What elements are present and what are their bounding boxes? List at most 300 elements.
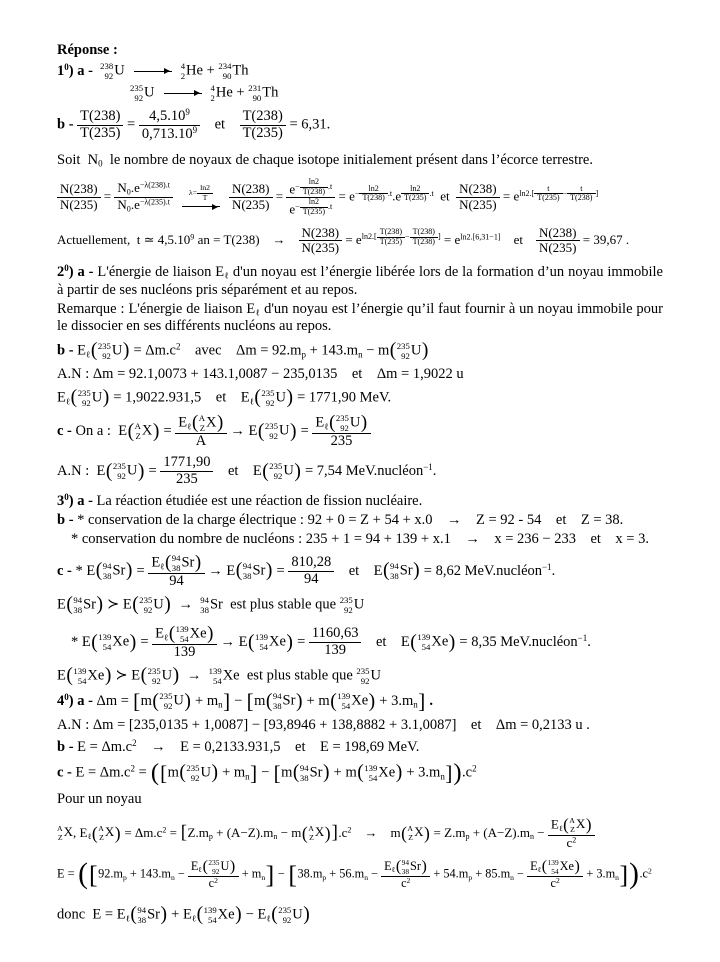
- big-delimiter: ): [96, 594, 103, 616]
- denominator: T(235): [537, 193, 560, 203]
- doc-line: b - * conservation de la charge électrique : 92 + 0 = Z + 54 + x.0 → Z = 92 - 54 et Z = 38.: [57, 511, 624, 528]
- fraction: [377, 228, 405, 247]
- numerator: T(238): [240, 109, 286, 126]
- doc-line: b - $\frac{T(238)}{T(235)}$ = $\frac{4,5.10^9}{0,713.10^9}$ et $\frac{T(238)}{T(235)}$ = 6,31.: [57, 107, 331, 142]
- subscript: ℓ: [537, 865, 542, 875]
- nuclide: [135, 421, 153, 441]
- big-delimiter: (: [292, 762, 300, 784]
- element-symbol: Xe: [378, 764, 396, 781]
- atomic-number: 92: [401, 350, 410, 361]
- mass-number: 238: [100, 61, 114, 71]
- subscript: n: [510, 873, 514, 883]
- nuclide-prescripts: [100, 61, 113, 81]
- subscript: n: [170, 873, 175, 883]
- mass-number: 235: [356, 665, 370, 676]
- nuclide: [159, 691, 184, 711]
- subscript: ℓ: [558, 823, 563, 833]
- nuclide: [402, 859, 421, 876]
- nuclide-prescripts: [159, 691, 172, 711]
- denominator: A: [195, 432, 207, 449]
- mass-number: 235: [112, 461, 126, 472]
- subscript: n: [245, 771, 250, 782]
- nuclide-prescripts: [200, 595, 209, 615]
- big-delimiter: (: [168, 622, 176, 644]
- nuclide-prescripts: [199, 413, 205, 433]
- nuclide-prescripts: [78, 388, 91, 408]
- denominator: N(235): [231, 196, 270, 212]
- doc-line: 235 92 U 4 2 He + 231 90 Th: [130, 83, 279, 103]
- nuclide: [340, 595, 365, 615]
- nuclide: [98, 632, 129, 652]
- numerator: $E_\ell$( 94 38 Sr): [148, 553, 204, 574]
- element-symbol: Sr: [209, 596, 223, 613]
- mass-number: A: [569, 815, 575, 825]
- nuclide: [390, 561, 413, 581]
- big-delimiter: (: [410, 631, 417, 653]
- big-delimiter: (: [202, 858, 208, 876]
- element-symbol: Sr: [399, 562, 413, 579]
- big-delimiter: (: [66, 665, 73, 687]
- big-delimiter: ): [289, 420, 297, 442]
- fraction: [527, 859, 583, 891]
- atomic-number: 38: [171, 562, 181, 573]
- subscript: 0: [126, 204, 131, 214]
- nuclide-prescripts: [103, 561, 112, 581]
- big-delimiter: (: [127, 420, 135, 442]
- nuclide: [337, 691, 368, 711]
- element-symbol: Sr: [181, 554, 195, 571]
- superscript: ln2.[ t T(235) − t T(238) ]: [519, 183, 599, 203]
- numerator: 4,5.10$^9$: [139, 108, 200, 126]
- big-delimiter: (: [257, 420, 265, 442]
- subscript: ℓ: [86, 349, 91, 360]
- subscript: ℓ: [125, 913, 130, 924]
- big-delimiter: (: [271, 904, 278, 926]
- atomic-number: 90: [252, 93, 262, 103]
- nuclide-prescripts: [278, 905, 291, 925]
- big-delimiter: ): [114, 822, 121, 843]
- nuclide: [78, 388, 103, 408]
- nuclide-prescripts: [300, 763, 309, 783]
- nuclide-prescripts: [208, 859, 219, 876]
- denominator: T(235): [80, 124, 121, 141]
- element-symbol: X: [141, 422, 153, 439]
- numerator: $e^{- \frac{\ln 2}{T(238)} .t}$: [286, 178, 335, 198]
- denominator: N(235): [60, 196, 98, 212]
- big-delimiter: (: [196, 904, 204, 926]
- arrow-label: λ= $\frac{\ln 2}{T}$: [189, 184, 213, 202]
- long-right-arrow-icon: [164, 93, 202, 94]
- doc-line: $E_\ell$( 235 92 U) = 1,9022.931,5 et $E_\ell$( 235 92 U) = 1771,90 MeV.: [57, 387, 392, 409]
- superscript: 9: [192, 124, 198, 135]
- big-delimiter: (: [265, 690, 273, 712]
- big-delimiter: [: [288, 860, 297, 890]
- atomic-number: 92: [273, 471, 283, 482]
- fraction: [359, 185, 387, 204]
- element-symbol: Xe: [559, 858, 574, 873]
- atomic-number: 38: [102, 570, 112, 581]
- nuclide: [57, 824, 73, 843]
- atomic-number: 92: [344, 604, 353, 615]
- nuclide-prescripts: [402, 859, 409, 876]
- big-delimiter: ): [207, 622, 214, 644]
- mass-number: 235: [335, 412, 349, 423]
- fraction: [299, 226, 343, 256]
- mass-number: A: [308, 824, 314, 834]
- nuclide: [356, 666, 381, 686]
- denominator: T(235): [379, 236, 403, 246]
- nuclide: [211, 83, 233, 103]
- atomic-number: 54: [368, 772, 378, 783]
- superscript: 2: [572, 835, 577, 845]
- fraction: [300, 198, 328, 217]
- mass-number: 94: [390, 560, 399, 571]
- element-symbol: X: [414, 824, 424, 840]
- doc-line: [57, 42, 720, 59]
- element-symbol: Xe: [431, 633, 449, 650]
- big-delimiter: ]: [619, 860, 629, 890]
- numerator: $N_0.e^{-\lambda(238).t}$: [114, 181, 173, 197]
- denominator: 0,713.10$^9$: [141, 124, 198, 142]
- atomic-number: 54: [259, 641, 268, 652]
- mass-number: 139: [98, 631, 112, 642]
- element-symbol: U: [153, 596, 164, 613]
- big-delimiter: (: [254, 387, 261, 409]
- atomic-number: 92: [102, 350, 111, 361]
- subscript: ℓ: [187, 421, 192, 432]
- atomic-number: 38: [401, 866, 410, 876]
- superscript: 2: [347, 824, 352, 834]
- fraction: [300, 178, 328, 197]
- big-delimiter: [: [246, 688, 254, 713]
- nuclide: [255, 632, 286, 652]
- mass-number: 235: [264, 421, 278, 432]
- big-delimiter: (: [401, 822, 407, 843]
- doc-line: $\frac{N(238)}{N(235)}$ = $\frac{N_0.e^{-\lambda(238).t}}{N_0.e^{-\lambda(235).t}}$ λ= $\frac{\ln 2}{T}$ $\frac{N(238)}{N(235)}$ = $e^{- \frac{\ln 2}{T(238)} .t}$ $e^{- \frac{\ln 2}{T(235)} .t}$ = $e^{- \frac{\ln 2}{T(238)} .t}.e$ $^{\frac{\ln 2}{T(235)} .t}$ et $\frac{N(238)}{N(235)}$ = $e^{ln2.[ \frac{t}{T(235)} - \frac{t}{T(238)} ]}$: [57, 178, 720, 217]
- numerator: 1771,90: [160, 455, 213, 472]
- numerator: t: [567, 185, 595, 195]
- mass-number: 94: [102, 560, 112, 571]
- fraction: [567, 185, 595, 204]
- doc-line: donc $E = E_\ell$( 94 38 $Sr) + E_\ell$( 139 54 $Xe) - E_\ell$( 235 92 U): [57, 904, 310, 926]
- subscript: ℓ: [164, 632, 169, 643]
- element-symbol: U: [370, 667, 381, 684]
- mass-number: 235: [130, 83, 144, 93]
- denominator: T(235): [404, 193, 427, 203]
- nuclide-prescripts: [364, 763, 377, 783]
- big-delimiter: ): [152, 420, 160, 442]
- nuclide-prescripts: [98, 341, 111, 361]
- fraction: [548, 814, 595, 851]
- nuclide-prescripts: [269, 461, 282, 481]
- nuclide: [248, 83, 278, 103]
- big-delimiter: (: [191, 411, 199, 433]
- subscript: ℓ: [198, 865, 203, 875]
- numerator: ln2: [197, 184, 213, 194]
- big-delimiter: ): [585, 814, 592, 834]
- big-delimiter: [: [133, 688, 141, 713]
- bold-run: $3^0$) a -: [57, 491, 93, 509]
- nuclide: [73, 666, 104, 686]
- mass-number: 139: [175, 623, 189, 634]
- fraction: [240, 109, 286, 142]
- big-delimiter: ]: [445, 760, 453, 785]
- long-right-arrow-icon: [182, 206, 220, 207]
- atomic-number: 92: [163, 701, 173, 712]
- atomic-number: 38: [200, 604, 209, 615]
- nuclide-prescripts: [255, 632, 268, 652]
- big-delimiter: (: [301, 822, 308, 843]
- atomic-number: 38: [272, 701, 282, 712]
- nuclide: [200, 595, 223, 615]
- nuclide: [103, 561, 126, 581]
- labeled-arrow: [134, 68, 172, 75]
- element-symbol: Sr: [83, 596, 96, 613]
- atomic-number: Z: [199, 422, 206, 433]
- big-delimiter: ): [360, 411, 368, 433]
- fraction: [309, 626, 362, 659]
- atomic-number: 38: [390, 570, 399, 581]
- big-delimiter: (: [90, 340, 98, 362]
- big-delimiter: ): [421, 858, 427, 876]
- nuclide: [199, 413, 217, 433]
- bold-run: b -: [57, 511, 74, 528]
- element-symbol: Sr: [147, 906, 160, 923]
- big-delimiter: (: [262, 460, 269, 482]
- element-symbol: X: [575, 816, 586, 831]
- denominator: 235: [330, 432, 353, 449]
- numerator: T(238): [410, 228, 438, 238]
- superscript: ln2.[6,31−1]: [460, 231, 501, 241]
- atomic-number: 92: [212, 866, 220, 876]
- big-delimiter: (: [70, 387, 78, 409]
- mass-number: 94: [200, 594, 209, 605]
- element-symbol: U: [283, 462, 294, 479]
- doc-line: $4^0$) a - Δm = [m( 235 92 $U) + m_n] - [m$( 94 38 Sr) + m( 139 54 $Xe) + 3.m_n$] .: [57, 688, 434, 713]
- nuclide: [569, 817, 585, 835]
- mass-number: 235: [186, 762, 200, 773]
- mass-number: 139: [337, 691, 351, 702]
- mass-number: A: [57, 824, 63, 834]
- nuclide: [548, 859, 574, 876]
- denominator: N(235): [538, 239, 577, 255]
- element-symbol: U: [173, 692, 184, 709]
- mass-number: 139: [208, 665, 222, 676]
- denominator: 139: [173, 643, 196, 660]
- nuclide-prescripts: [390, 561, 399, 581]
- nuclide-prescripts: [181, 61, 185, 81]
- nuclide-prescripts: [135, 421, 141, 441]
- atomic-number: 38: [242, 570, 252, 581]
- mass-number: 235: [147, 665, 161, 676]
- fraction: [312, 413, 370, 450]
- numerator: $E_\ell$( 235 92 U): [188, 859, 239, 877]
- mass-number: 139: [364, 762, 378, 773]
- bold-run: c -: [57, 764, 72, 781]
- nuclide-prescripts: [308, 825, 314, 843]
- doc-line: A Z X, $E_\ell$( A Z $X) = \Delta m.c^2 = [Z.m_p + (A-Z).m_n - m$( A Z $X)].c^2$ → m( A Z $X) = Z.m_p + (A-Z).m_n$ − $E_\ell$( A Z X) $c^2$: [57, 817, 720, 851]
- subscript: ℓ: [324, 421, 329, 432]
- fraction: [456, 182, 500, 212]
- big-delimiter: ): [122, 340, 130, 362]
- superscript: −λ(235).t: [139, 197, 170, 207]
- atomic-number: Z: [57, 833, 63, 843]
- nuclide-prescripts: [73, 666, 86, 686]
- mass-number: 235: [339, 594, 353, 605]
- nuclide-prescripts: [265, 421, 278, 441]
- atomic-number: 92: [134, 93, 144, 103]
- element-symbol: U: [353, 596, 365, 613]
- big-delimiter: ): [294, 460, 301, 482]
- denominator: N(235): [301, 239, 340, 255]
- numerator: $E_\ell$( A Z X): [175, 413, 227, 434]
- big-delimiter: ): [160, 904, 168, 926]
- big-delimiter: ): [129, 631, 137, 653]
- denominator: $N_0.e^{-\lambda(235).t}$: [117, 196, 170, 214]
- big-delimiter: (: [150, 758, 160, 786]
- superscript: 2: [130, 763, 135, 774]
- bold-run: b -: [57, 342, 74, 359]
- element-symbol: Sr: [309, 764, 323, 781]
- big-delimiter: ): [421, 340, 429, 362]
- mass-number: 231: [248, 83, 262, 93]
- nuclide: [397, 341, 422, 361]
- big-delimiter: (: [247, 631, 255, 653]
- nuclide: [73, 595, 96, 615]
- big-delimiter: ): [323, 762, 330, 784]
- bold-run: c -: [57, 562, 72, 579]
- atomic-number: 2: [210, 93, 215, 103]
- big-delimiter: (: [78, 858, 88, 891]
- doc-line: $3^0$) a - La réaction étudiée est une réaction de fission nucléaire.: [57, 491, 423, 509]
- element-symbol: U: [161, 667, 173, 684]
- nuclide-prescripts: [336, 413, 349, 433]
- denominator: T(238): [412, 236, 435, 246]
- element-symbol: Sr: [410, 858, 421, 873]
- superscript: 2: [175, 341, 181, 352]
- nuclide: [113, 461, 138, 481]
- mass-number: A: [198, 412, 206, 423]
- element-symbol: U: [111, 342, 123, 359]
- nuclide: [176, 624, 207, 644]
- atomic-number: Z: [99, 833, 104, 843]
- denominator: $c^2$: [550, 876, 560, 891]
- nuclide: [336, 413, 361, 433]
- big-delimiter: (: [357, 762, 364, 784]
- fraction: [77, 109, 123, 142]
- mass-number: 235: [139, 594, 153, 605]
- nuclide-prescripts: [186, 763, 199, 783]
- numerator: $E_\ell$( 235 92 U): [312, 413, 370, 434]
- numerator: $E_\ell$( 139 54 Xe): [152, 624, 217, 645]
- big-delimiter: [: [180, 821, 188, 843]
- big-delimiter: (: [329, 411, 336, 433]
- nuclide-prescripts: [417, 632, 430, 652]
- big-delimiter: (: [152, 690, 159, 712]
- nuclide: [130, 83, 155, 103]
- superscript: 9: [185, 107, 190, 117]
- element-symbol: X: [104, 824, 115, 840]
- fraction: [152, 624, 217, 661]
- fraction: [534, 185, 562, 204]
- nuclide-prescripts: [248, 83, 261, 103]
- big-delimiter: ): [629, 858, 639, 891]
- fraction: [188, 859, 239, 891]
- subscript: n: [358, 349, 363, 360]
- subscript: ℓ: [255, 307, 261, 318]
- element-symbol: Th: [262, 84, 279, 101]
- big-delimiter: [: [88, 860, 98, 890]
- subscript: p: [468, 873, 473, 883]
- element-symbol: U: [144, 84, 155, 101]
- superscript: 2: [214, 876, 218, 886]
- big-delimiter: ): [125, 560, 133, 582]
- subscript: p: [322, 873, 327, 883]
- atomic-number: 92: [143, 604, 153, 615]
- mass-number: 94: [299, 762, 309, 773]
- denominator: T: [202, 192, 208, 202]
- atomic-number: 90: [222, 71, 232, 81]
- big-delimiter: ): [303, 904, 310, 926]
- nuclide: [98, 824, 114, 843]
- element-symbol: Sr: [282, 692, 296, 709]
- big-delimiter: ): [265, 560, 273, 582]
- big-delimiter: ]: [265, 860, 275, 890]
- atomic-number: Z: [570, 824, 575, 834]
- atomic-number: 2: [180, 71, 186, 81]
- big-delimiter: ): [453, 758, 462, 786]
- element-symbol: X: [206, 414, 217, 431]
- nuclide-prescripts: [340, 595, 353, 615]
- big-delimiter: ): [286, 387, 293, 409]
- superscript: ln2.[ T(238) T(235) − T(238) T(238) ]: [361, 226, 441, 246]
- subscript: ℓ: [224, 270, 229, 281]
- big-delimiter: ): [286, 631, 293, 653]
- mass-number: 235: [97, 340, 111, 351]
- superscript: 9: [190, 231, 195, 241]
- nuclide-prescripts: [397, 341, 410, 361]
- numerator: T(238): [77, 109, 123, 126]
- fraction: [197, 184, 213, 202]
- nuclide-prescripts: [204, 905, 217, 925]
- subscript: p: [465, 831, 470, 841]
- atomic-number: 54: [77, 675, 87, 686]
- subscript: p: [301, 349, 306, 360]
- nuclide-prescripts: [548, 859, 559, 876]
- numerator: $E_\ell$( 94 38 Sr): [381, 859, 430, 877]
- big-delimiter: ): [217, 411, 224, 433]
- doc-line: Actuellement, t ≃ 4,5.10$^9$ an = T(238) → $\frac{N(238)}{N(235)}$ = $e^{ln2.[ \frac{T(238)}{T(235)} - \frac{T(238)}{T(238)} ]} = e^{ln2.[6,31-1]}$ et $\frac{N(238)}{N(235)}$ = 39,67 .: [57, 224, 630, 255]
- nuclide: [209, 666, 240, 686]
- big-delimiter: (: [66, 594, 73, 616]
- big-delimiter: (: [95, 560, 103, 582]
- mass-number: A: [98, 824, 104, 834]
- element-symbol: U: [91, 389, 103, 406]
- atomic-number: 92: [190, 772, 200, 783]
- numerator: ln2: [300, 178, 328, 188]
- mass-number: 235: [208, 858, 220, 868]
- big-delimiter: ): [184, 690, 191, 712]
- big-delimiter: ): [235, 904, 242, 926]
- superscript: − ln2 T(238) .t: [354, 183, 393, 203]
- big-delimiter: ): [164, 594, 171, 616]
- subscript: n: [440, 771, 445, 782]
- big-delimiter: (: [91, 631, 98, 653]
- subscript: p: [208, 831, 213, 841]
- doc-line: E( 139 54 Xe) ≻ E( 235 92 U) → 139 54 Xe est plus stable que 235 92 U: [57, 665, 381, 687]
- labeled-arrow: [182, 184, 220, 210]
- atomic-number: 92: [340, 422, 349, 433]
